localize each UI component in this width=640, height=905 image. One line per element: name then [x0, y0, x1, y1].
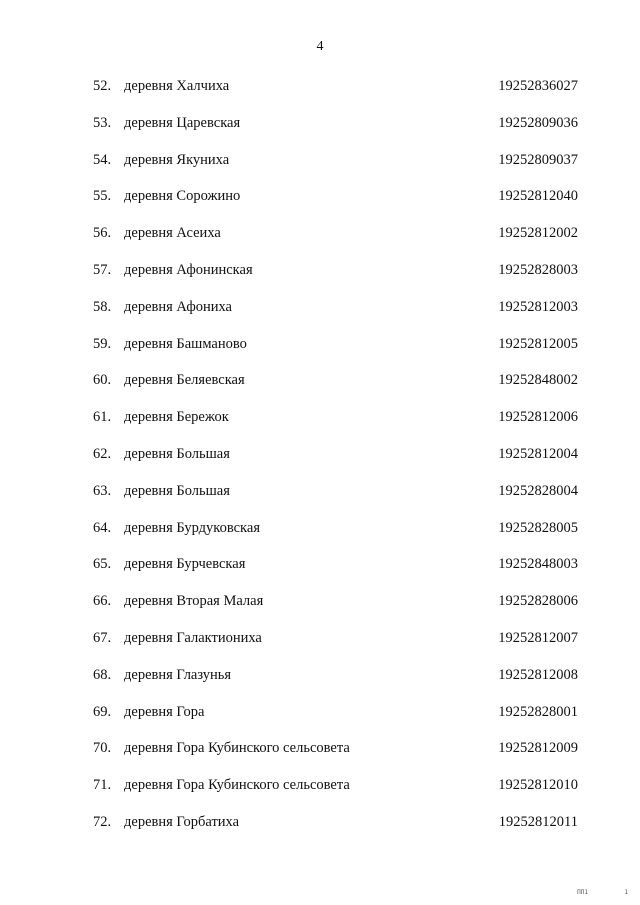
item-name: деревня Большая [124, 445, 230, 462]
footer-page-mark: 1 [624, 889, 628, 896]
item-name: деревня Башманово [124, 335, 247, 352]
item-number: 55. [93, 188, 112, 205]
item-number: 65. [93, 556, 112, 573]
item-code: 19252812007 [498, 629, 578, 646]
item-code: 19252812008 [498, 666, 578, 683]
item-code: 19252812011 [498, 813, 578, 830]
list-item [0, 591, 640, 628]
list-item [0, 775, 640, 812]
item-code: 19252812006 [498, 409, 578, 426]
item-code: 19252812004 [498, 445, 578, 462]
item-number: 69. [93, 703, 112, 720]
list-item [0, 297, 640, 334]
list-item [0, 407, 640, 444]
item-name: деревня Горбатиха [124, 813, 240, 830]
item-number: 59. [93, 335, 112, 352]
item-name: деревня Асеиха [124, 225, 221, 242]
item-code: 19252848003 [498, 556, 578, 573]
item-number: 57. [93, 261, 112, 278]
list-item [0, 702, 640, 739]
list-item [0, 812, 640, 849]
list-item [0, 665, 640, 702]
item-code: 19252812040 [498, 188, 578, 205]
item-number: 53. [93, 114, 112, 131]
item-number: 71. [93, 777, 112, 794]
item-name: деревня Гора Кубинского сельсовета [124, 740, 350, 757]
item-code: 19252836027 [498, 78, 578, 94]
item-number: 72. [93, 813, 112, 830]
item-name: деревня Бережок [124, 409, 229, 426]
item-number: 60. [93, 372, 112, 389]
item-code: 19252809036 [498, 114, 578, 131]
item-code: 19252828003 [498, 261, 578, 278]
item-number: 62. [93, 445, 112, 462]
item-name: деревня Бурдуковская [124, 519, 260, 536]
item-name: деревня Большая [124, 482, 230, 499]
item-name: деревня Халчиха [124, 78, 230, 94]
item-number: 67. [93, 629, 112, 646]
list-item [0, 628, 640, 665]
item-name: деревня Царевская [124, 114, 241, 131]
item-code: 19252828004 [498, 482, 578, 499]
footer-code: ПП1 [577, 889, 588, 896]
list-item [0, 186, 640, 223]
item-number: 63. [93, 482, 112, 499]
item-number: 70. [93, 740, 112, 757]
item-code: 19252848002 [498, 372, 578, 389]
list-item [0, 223, 640, 260]
list-item [0, 444, 640, 481]
item-code: 19252812003 [498, 298, 578, 315]
item-code: 19252812002 [498, 225, 578, 242]
item-name: деревня Беляевская [124, 372, 245, 389]
item-code: 19252812005 [498, 335, 578, 352]
item-name: деревня Вторая Малая [124, 593, 264, 610]
item-code: 19252828006 [498, 593, 578, 610]
item-number: 66. [93, 593, 112, 610]
item-number: 58. [93, 298, 112, 315]
item-name: деревня Якуниха [124, 151, 230, 168]
item-name: деревня Бурчевская [124, 556, 246, 573]
item-code: 19252828001 [498, 703, 578, 720]
item-number: 61. [93, 409, 112, 426]
item-code: 19252828005 [498, 519, 578, 536]
list-item [0, 370, 640, 407]
item-code: 19252809037 [498, 151, 578, 168]
list-item [0, 150, 640, 187]
item-code: 19252812009 [498, 740, 578, 757]
page-number: 4 [316, 39, 324, 54]
settlement-list [0, 76, 640, 849]
list-item [0, 738, 640, 775]
list-item [0, 260, 640, 297]
item-number: 52. [93, 78, 112, 94]
item-name: деревня Афонинская [124, 261, 253, 278]
list-item [0, 113, 640, 150]
item-number: 56. [93, 225, 112, 242]
list-item [0, 518, 640, 555]
item-number: 68. [93, 666, 112, 683]
item-name: деревня Афониха [124, 298, 232, 315]
item-name: деревня Галактиониха [124, 629, 262, 646]
item-number: 64. [93, 519, 112, 536]
list-item [0, 554, 640, 591]
item-name: деревня Глазунья [124, 666, 232, 683]
list-item [0, 481, 640, 518]
list-item [0, 76, 640, 113]
item-name: деревня Гора Кубинского сельсовета [124, 777, 350, 794]
list-item [0, 334, 640, 371]
item-name: деревня Гора [124, 703, 205, 720]
item-number: 54. [93, 151, 112, 168]
item-name: деревня Сорожино [124, 188, 241, 205]
item-code: 19252812010 [498, 777, 578, 794]
